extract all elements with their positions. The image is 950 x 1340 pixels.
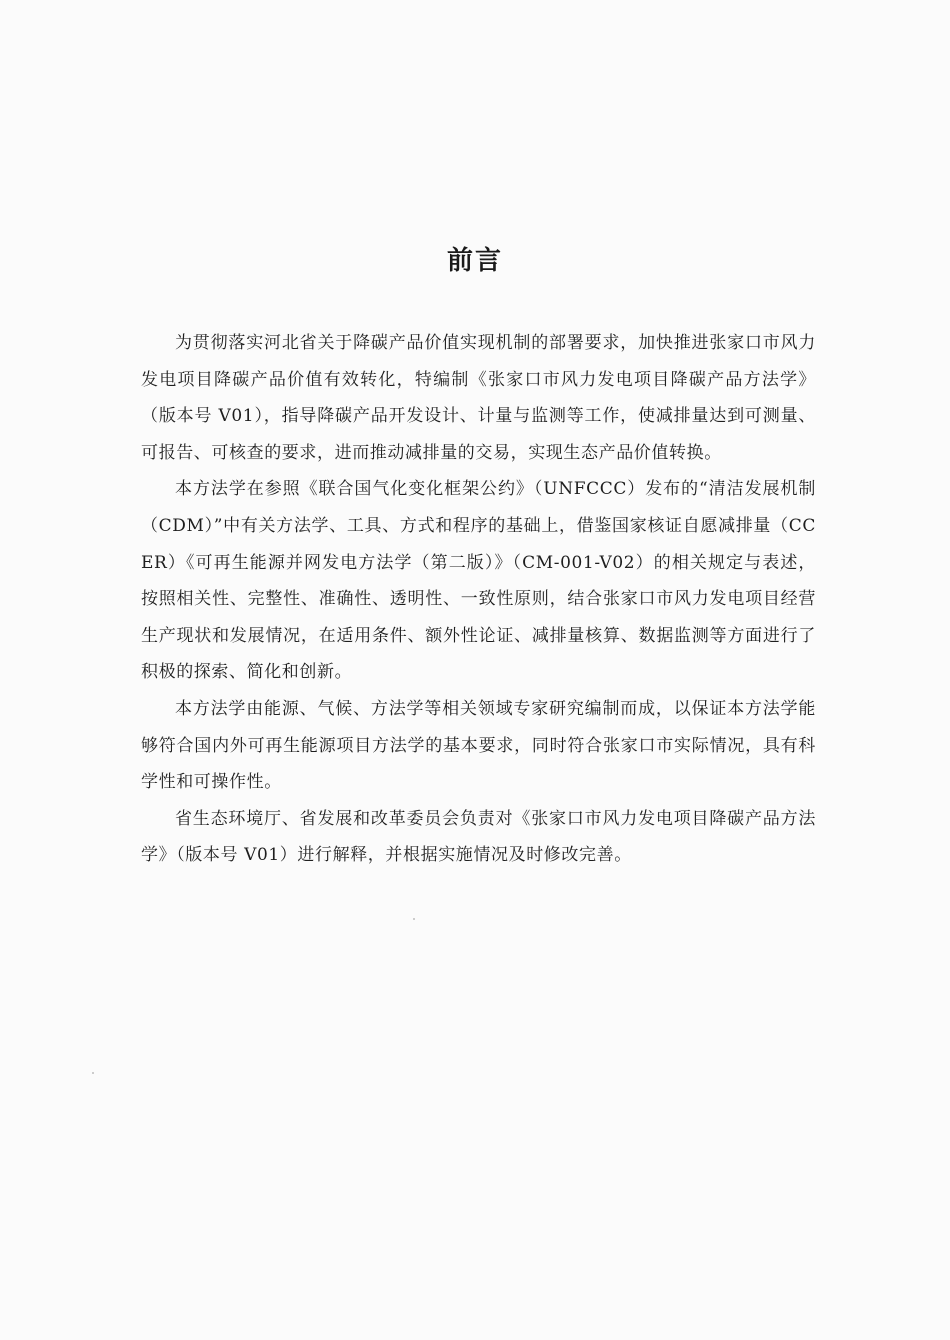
paragraph-3: 本方法学由能源、气候、方法学等相关领域专家研究编制而成，以保证本方法学能够符合国内外可再生能源项目方法学的基本要求，同时符合张家口市实际情况，具有科学性和可操作性。 bbox=[141, 698, 816, 793]
document-body bbox=[141, 325, 816, 874]
paragraph-2: 本方法学在参照《联合国气化变化框架公约》（UNFCCC）发布的“清洁发展机制（CDM）”中有关方法学、工具、方式和程序的基础上，借鉴国家核证自愿减排量（CCER）《可再生能源并网发电方法学（第二版）》（CM-001-V02）的相关规定与表述，按照相关性、完整性、准确性、透明性、一致性原则，结合张家口市风力发电项目经营生产现状和发展情况，在适用条件、额外性论证、减排量核算、数据监测等方面进行了积极的探索、简化和创新。 bbox=[141, 479, 816, 683]
scan-speck bbox=[413, 918, 415, 920]
paragraph-1: 为贯彻落实河北省关于降碳产品价值实现机制的部署要求，加快推进张家口市风力发电项目降碳产品价值有效转化，特编制《张家口市风力发电项目降碳产品方法学》（版本号 V01），指导降碳产品开发设计、计量与监测等工作，使减排量达到可测量、可报告、可核查的要求，进而推动减排量的交易，实现生态产品价值转换。 bbox=[141, 333, 816, 463]
scan-speck bbox=[92, 1072, 94, 1074]
paragraph-4: 省生态环境厅、省发展和改革委员会负责对《张家口市风力发电项目降碳产品方法学》（版本号 V01）进行解释，并根据实施情况及时修改完善。 bbox=[141, 808, 816, 866]
page-title: 前言 bbox=[446, 246, 503, 276]
